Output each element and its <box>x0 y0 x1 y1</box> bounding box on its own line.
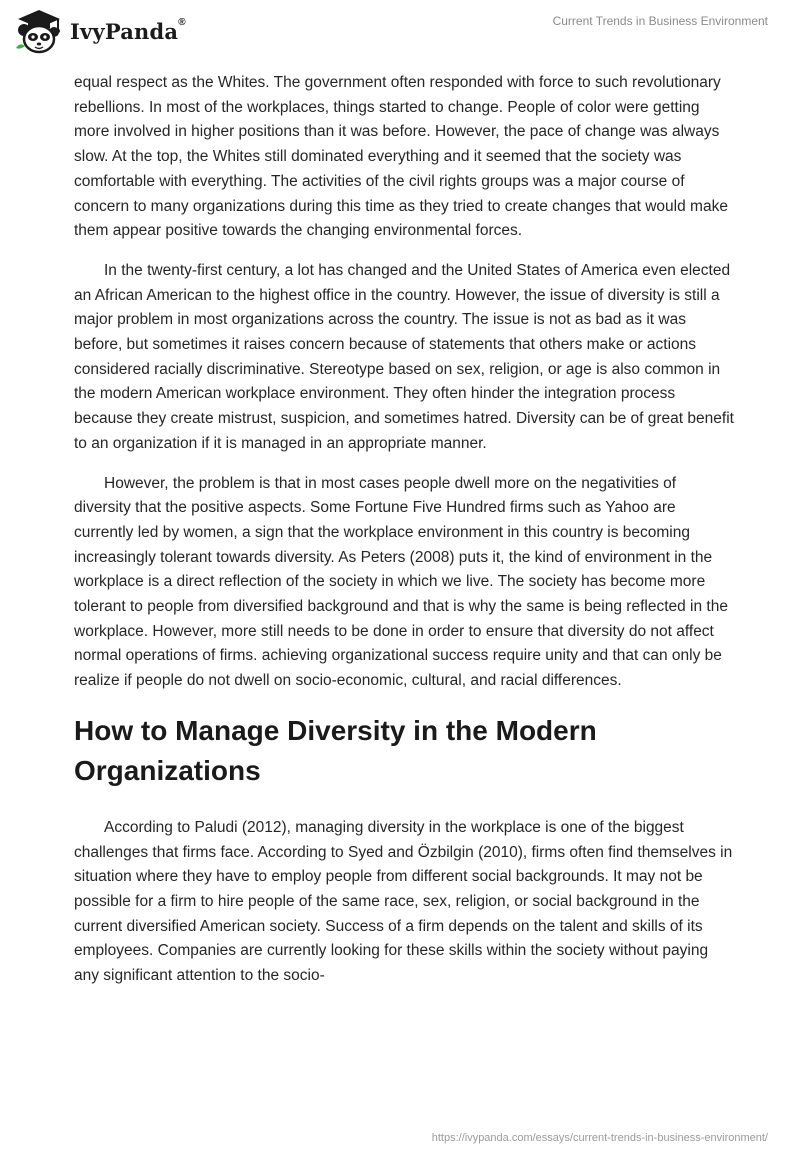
document-title: Current Trends in Business Environment <box>552 14 768 28</box>
brand-logo[interactable] <box>14 8 186 54</box>
section-heading: How to Manage Diversity in the Modern Organizations <box>74 714 597 786</box>
panda-graduate-icon <box>14 8 64 54</box>
paragraph-1: equal respect as the Whites. The government often responded with force to such revolutionary rebellions. In most of the workplaces, things started to change. People of color were getting more involved in higher positions than it was before. However, the pace of change was always slow. At the top, the Whites still dominated everything and it seemed that the society was comfortable with everything. The activities of the civil rights groups was a major course of concern to many organizations during this time as they tried to create changes that would make them appear positive towards the changing environmental forces. <box>74 74 728 240</box>
essay-body <box>74 71 734 1004</box>
paragraph-4: According to Paludi (2012), managing diversity in the workplace is one of the biggest challenges that firms face. According to Syed and Özbilgin (2010), firms often find themselves in situation where they have to employ people from different social backgrounds. It may not be possible for a firm to hire people of the same race, sex, religion, or social background in the current diversified American society. Success of a firm depends on the talent and skills of its employees. Companies are currently looking for these skills within the society without paying any significant attention to the socio- <box>74 818 733 985</box>
footer-url[interactable]: https://ivypanda.com/essays/current-trends-in-business-environment/ <box>431 1132 768 1144</box>
page-header <box>0 0 800 64</box>
brand-name: IvyPanda® <box>70 16 186 44</box>
paragraph-2: In the twenty-first century, a lot has changed and the United States of America even elected an African American to the highest office in the country. However, the issue of diversity is still a major problem in most organizations across the country. The issue is not as bad as it was before, but sometimes it raises concern because of statements that others make or actions considered racially discriminative. Stereotype based on sex, religion, or age is also common in the modern American workplace environment. They often hinder the integration process because they create mistrust, suspicion, and sometimes hatred. Diversity can be of great benefit to an organization if it is managed in an appropriate manner. <box>74 261 734 452</box>
paragraph-3: However, the problem is that in most cases people dwell more on the negativities of diversity that the positive aspects. Some Fortune Five Hundred firms such as Yahoo are currently led by women, a sign that the workplace environment in this country is becoming increasingly tolerant towards diversity. As Peters (2008) puts it, the kind of environment in the workplace is a direct reflection of the society in which we live. The society has become more tolerant to people from diversified background and that is why the same is being reflected in the workplace. However, more still needs to be done in order to ensure that diversity do not affect normal operations of firms. achieving organizational success require unity and that can only be realize if people do not dwell on socio-economic, cultural, and racial differences. <box>74 474 728 690</box>
